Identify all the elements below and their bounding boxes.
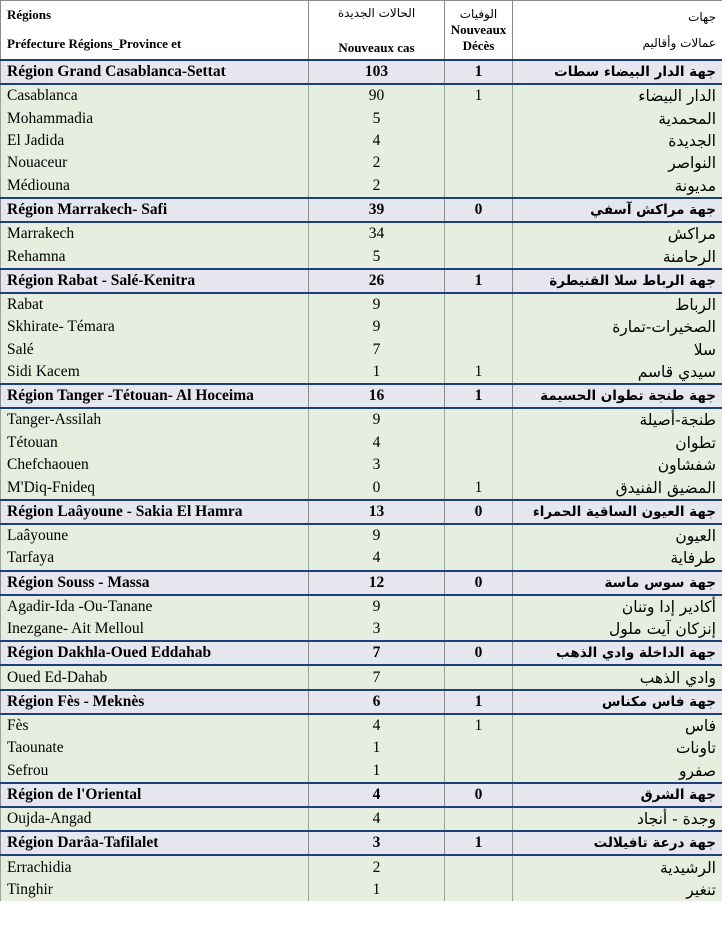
province-name: Salé [1,339,309,361]
province-row [1,339,722,361]
province-name-arabic: الجديدة [513,130,722,152]
province-new-deaths [445,222,513,245]
region-name: Région Grand Casablanca-Settat [1,60,309,84]
region-name: Région Laâyoune - Sakia El Hamra [1,500,309,524]
province-row [1,547,722,570]
province-name: M'Diq-Fnideq [1,476,309,499]
province-new-deaths [445,339,513,361]
province-new-deaths [445,807,513,831]
province-name: Inezgane- Ait Melloul [1,618,309,641]
province-row [1,222,722,245]
province-row [1,879,722,901]
province-name: Médiouna [1,175,309,198]
table-header-row [1,1,722,61]
province-name: Oued Ed-Dahab [1,665,309,689]
province-row [1,361,722,384]
province-name: Tétouan [1,432,309,454]
province-new-deaths [445,175,513,198]
province-row [1,130,722,152]
province-name-arabic: سلا [513,339,722,361]
province-new-cases: 7 [309,339,445,361]
province-new-cases: 9 [309,408,445,431]
region-name-arabic: جهة طنجة تطوان الحسيمة [513,384,722,408]
region-name: Région Rabat - Salé-Kenitra [1,269,309,293]
region-name-arabic: جهة الدار البيضاء سطات [513,60,722,84]
region-row [1,60,722,84]
province-row [1,408,722,431]
region-new-deaths: 1 [445,60,513,84]
region-name-arabic: جهة سوس ماسة [513,571,722,595]
header-regions-arabic [513,1,722,61]
province-new-deaths [445,152,513,174]
region-row [1,198,722,222]
region-name-arabic: جهة الرباط سلا القنيطرة [513,269,722,293]
region-new-deaths: 0 [445,641,513,665]
region-row [1,384,722,408]
province-new-cases: 9 [309,293,445,316]
region-new-cases: 13 [309,500,445,524]
province-new-cases: 7 [309,665,445,689]
province-row [1,855,722,878]
province-name-arabic: أكادير إدا وتنان [513,595,722,618]
province-new-cases: 2 [309,855,445,878]
province-new-deaths [445,293,513,316]
province-row [1,714,722,737]
region-new-deaths: 0 [445,500,513,524]
province-new-deaths [445,107,513,129]
table-body [1,60,722,901]
province-name: Skhirate- Témara [1,316,309,338]
region-new-deaths: 0 [445,571,513,595]
header-new-cases-arabic: الحالات الجديدة [337,5,416,20]
province-new-deaths: 1 [445,361,513,384]
province-name-arabic: فاس [513,714,722,737]
region-new-cases: 6 [309,690,445,714]
province-new-deaths [445,665,513,689]
region-new-cases: 7 [309,641,445,665]
province-name: Rabat [1,293,309,316]
province-name-arabic: الدار البيضاء [513,84,722,107]
province-row [1,293,722,316]
region-new-cases: 26 [309,269,445,293]
region-new-deaths: 1 [445,384,513,408]
province-name: Taounate [1,737,309,759]
province-name-arabic: تنغير [513,879,722,901]
region-new-cases: 12 [309,571,445,595]
province-name: Nouaceur [1,152,309,174]
province-name-arabic: تاونات [513,737,722,759]
province-name-arabic: سيدي قاسم [513,361,722,384]
province-row [1,316,722,338]
province-name: Rehamna [1,245,309,268]
province-new-cases: 5 [309,107,445,129]
province-new-deaths [445,245,513,268]
province-row [1,175,722,198]
province-new-cases: 1 [309,760,445,783]
province-name-arabic: الرشيدية [513,855,722,878]
province-name: Tanger-Assilah [1,408,309,431]
province-new-deaths [445,454,513,476]
province-row [1,807,722,831]
header-regions-arabic-title: جهات [688,10,716,24]
province-name-arabic: المحمدية [513,107,722,129]
region-name-arabic: جهة العيون الساقية الحمراء [513,500,722,524]
province-new-cases: 34 [309,222,445,245]
province-name-arabic: العيون [513,524,722,547]
province-new-cases: 9 [309,524,445,547]
province-name-arabic: صفرو [513,760,722,783]
region-name-arabic: جهة فاس مكناس [513,690,722,714]
province-name-arabic: مراكش [513,222,722,245]
province-new-deaths [445,737,513,759]
province-row [1,432,722,454]
header-new-deaths-arabic: الوفيات [459,6,498,21]
region-name: Région Dakhla-Oued Eddahab [1,641,309,665]
province-name-arabic: مديونة [513,175,722,198]
province-name-arabic: تطوان [513,432,722,454]
province-row [1,760,722,783]
province-row [1,665,722,689]
header-regions-title: Régions [7,7,52,23]
region-name: Région Tanger -Tétouan- Al Hoceima [1,384,309,408]
province-new-cases: 4 [309,807,445,831]
province-row [1,107,722,129]
region-new-deaths: 1 [445,831,513,855]
province-name: Errachidia [1,855,309,878]
province-new-deaths [445,130,513,152]
province-name: El Jadida [1,130,309,152]
province-name: Casablanca [1,84,309,107]
province-new-deaths [445,316,513,338]
province-new-deaths [445,618,513,641]
region-row [1,641,722,665]
province-new-cases: 90 [309,84,445,107]
province-row [1,618,722,641]
province-name-arabic: الرحامنة [513,245,722,268]
province-name-arabic: النواصر [513,152,722,174]
province-name-arabic: وجدة - أنجاد [513,807,722,831]
province-name-arabic: طنجة-أصيلة [513,408,722,431]
region-row [1,690,722,714]
province-new-deaths [445,879,513,901]
province-name: Laâyoune [1,524,309,547]
header-new-deaths-french: Nouveaux Décès [450,21,507,54]
province-new-deaths: 1 [445,714,513,737]
province-name: Chefchaouen [1,454,309,476]
header-regions-arabic-subtitle: عمالات وأقاليم [642,36,716,50]
region-new-deaths: 0 [445,783,513,807]
province-new-deaths [445,855,513,878]
province-name-arabic: طرفاية [513,547,722,570]
province-row [1,84,722,107]
province-name: Fès [1,714,309,737]
province-name-arabic: الرباط [513,293,722,316]
province-new-deaths [445,547,513,570]
region-name: Région Darâa-Tafilalet [1,831,309,855]
province-name-arabic: شفشاون [513,454,722,476]
header-new-deaths [445,1,513,61]
region-new-cases: 39 [309,198,445,222]
province-new-cases: 3 [309,454,445,476]
region-row [1,783,722,807]
province-new-deaths [445,408,513,431]
province-row [1,595,722,618]
province-name: Sefrou [1,760,309,783]
region-name-arabic: جهة مراكش آسفي [513,198,722,222]
province-name: Mohammadia [1,107,309,129]
province-new-cases: 4 [309,714,445,737]
province-new-cases: 9 [309,316,445,338]
region-name-arabic: جهة الداخلة وادي الذهب [513,641,722,665]
region-name: Région de l'Oriental [1,783,309,807]
province-name: Agadir-Ida -Ou-Tanane [1,595,309,618]
region-row [1,571,722,595]
province-new-cases: 0 [309,476,445,499]
province-new-deaths: 1 [445,84,513,107]
province-name-arabic: الصخيرات-تمارة [513,316,722,338]
region-new-cases: 3 [309,831,445,855]
province-new-cases: 4 [309,432,445,454]
province-new-cases: 4 [309,130,445,152]
province-row [1,476,722,499]
province-new-cases: 4 [309,547,445,570]
province-row [1,245,722,268]
province-row [1,454,722,476]
header-regions [1,1,309,61]
header-regions-subtitle: Préfecture Régions_Province et [7,36,182,51]
province-new-deaths [445,432,513,454]
province-new-cases: 3 [309,618,445,641]
region-row [1,269,722,293]
province-row [1,152,722,174]
province-new-cases: 2 [309,175,445,198]
province-new-cases: 1 [309,879,445,901]
region-new-deaths: 0 [445,198,513,222]
province-new-deaths: 1 [445,476,513,499]
header-new-cases-french: Nouveaux cas [338,39,415,55]
province-name: Marrakech [1,222,309,245]
province-row [1,737,722,759]
province-new-cases: 9 [309,595,445,618]
province-new-cases: 2 [309,152,445,174]
region-name-arabic: جهة الشرق [513,783,722,807]
province-new-cases: 5 [309,245,445,268]
province-new-deaths [445,760,513,783]
province-row [1,524,722,547]
header-new-cases [309,1,445,61]
province-new-deaths [445,595,513,618]
province-name-arabic: إنزكان آيت ملول [513,618,722,641]
province-name-arabic: المضيق الفنيدق [513,476,722,499]
region-name: Région Souss - Massa [1,571,309,595]
province-new-cases: 1 [309,737,445,759]
region-name-arabic: جهة درعة تافيلالت [513,831,722,855]
region-row [1,500,722,524]
province-name: Tarfaya [1,547,309,570]
province-new-deaths [445,524,513,547]
region-row [1,831,722,855]
province-name-arabic: وادي الذهب [513,665,722,689]
province-name: Sidi Kacem [1,361,309,384]
region-name: Région Fès - Meknès [1,690,309,714]
region-new-deaths: 1 [445,690,513,714]
region-new-cases: 103 [309,60,445,84]
province-name: Oujda-Angad [1,807,309,831]
province-new-cases: 1 [309,361,445,384]
region-new-cases: 16 [309,384,445,408]
province-name: Tinghir [1,879,309,901]
region-new-deaths: 1 [445,269,513,293]
region-new-cases: 4 [309,783,445,807]
region-name: Région Marrakech- Safi [1,198,309,222]
